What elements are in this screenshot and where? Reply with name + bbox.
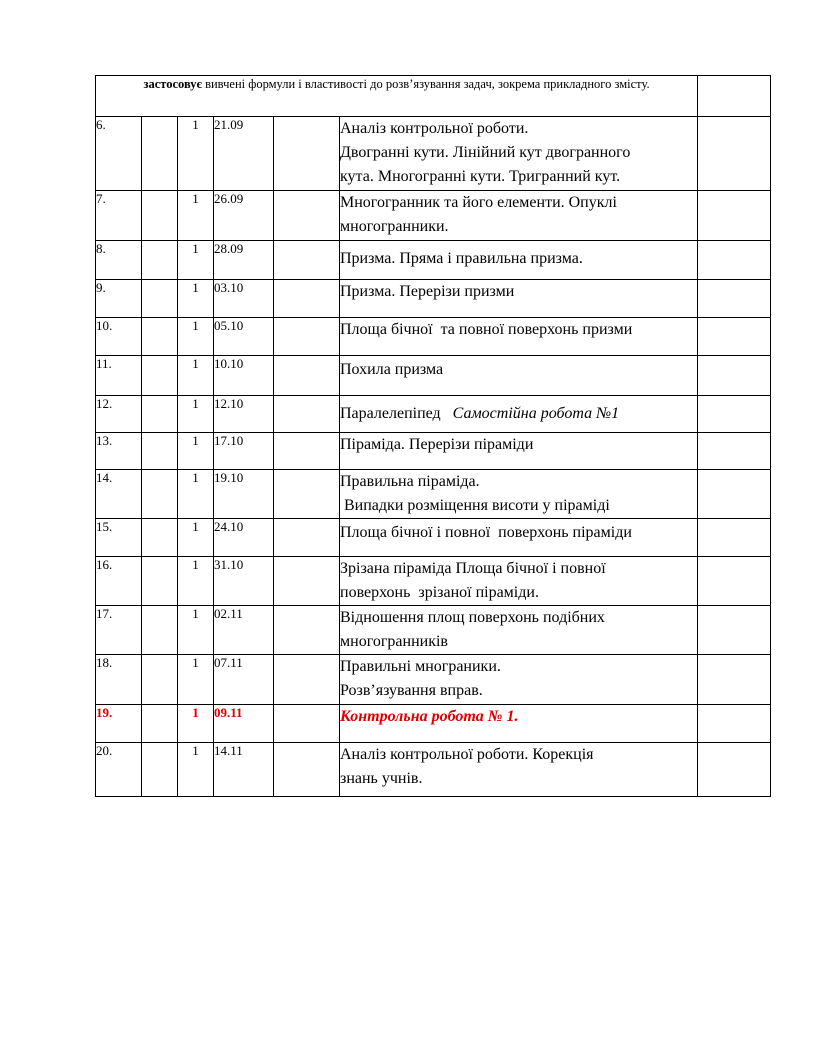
topic-line: Аналіз контрольної роботи. (340, 120, 529, 137)
lesson-date: 26.09 (214, 191, 274, 241)
lesson-number: 15. (96, 519, 142, 557)
empty-cell (274, 280, 340, 318)
lesson-hours: 1 (178, 117, 214, 191)
lesson-topic (340, 433, 698, 470)
lesson-date: 09.11 (214, 705, 274, 743)
lesson-topic (340, 396, 698, 433)
lesson-topic (340, 117, 698, 191)
lesson-number: 12. (96, 396, 142, 433)
lesson-hours: 1 (178, 705, 214, 743)
empty-cell (142, 318, 178, 356)
table-row (96, 705, 771, 743)
topic-line: кута. Многогранні кути. Тригранний кут. (340, 168, 621, 185)
topic-line: поверхонь зрізаної піраміди. (340, 584, 539, 601)
header-bold-word: застосовує (143, 77, 202, 91)
lesson-number: 14. (96, 470, 142, 519)
lesson-topic (340, 606, 698, 655)
table-row (96, 356, 771, 396)
table-row (96, 470, 771, 519)
empty-cell (142, 280, 178, 318)
lesson-hours: 1 (178, 557, 214, 606)
lesson-topic (340, 470, 698, 519)
table-row (96, 318, 771, 356)
lesson-topic (340, 519, 698, 557)
empty-cell (142, 606, 178, 655)
empty-cell (142, 396, 178, 433)
empty-cell (274, 396, 340, 433)
table-row (96, 191, 771, 241)
empty-cell (142, 241, 178, 280)
empty-cell (274, 117, 340, 191)
lesson-hours: 1 (178, 280, 214, 318)
lesson-number: 16. (96, 557, 142, 606)
empty-cell (142, 655, 178, 705)
topic-line: Відношення площ поверхонь подібних (340, 609, 605, 626)
table-row (96, 606, 771, 655)
lesson-date: 19.10 (214, 470, 274, 519)
lesson-date: 05.10 (214, 318, 274, 356)
lesson-date: 31.10 (214, 557, 274, 606)
lesson-date: 12.10 (214, 396, 274, 433)
lesson-hours: 1 (178, 396, 214, 433)
lesson-hours: 1 (178, 241, 214, 280)
lesson-hours: 1 (178, 743, 214, 797)
topic-line: Піраміда. Перерізи піраміди (340, 436, 534, 453)
empty-cell (698, 117, 771, 191)
topic-line: Паралелепіпед (340, 405, 441, 422)
empty-cell (698, 519, 771, 557)
empty-cell (698, 241, 771, 280)
empty-cell (142, 356, 178, 396)
lesson-number: 10. (96, 318, 142, 356)
lesson-number: 11. (96, 356, 142, 396)
topic-line: Контрольна робота № 1. (340, 708, 519, 725)
empty-cell (142, 470, 178, 519)
topic-line: многогранників (340, 633, 448, 650)
lesson-topic (340, 241, 698, 280)
lesson-hours: 1 (178, 655, 214, 705)
lesson-topic (340, 743, 698, 797)
lesson-topic (340, 191, 698, 241)
empty-cell (698, 356, 771, 396)
topic-line: Правильні многраники. (340, 658, 501, 675)
header-text (96, 76, 698, 117)
empty-cell (698, 191, 771, 241)
empty-cell (142, 433, 178, 470)
empty-cell (698, 280, 771, 318)
table-row (96, 433, 771, 470)
empty-cell (274, 655, 340, 705)
topic-line: Випадки розміщення висоти у піраміді (340, 497, 610, 514)
empty-cell (274, 743, 340, 797)
empty-cell (698, 705, 771, 743)
lesson-hours: 1 (178, 470, 214, 519)
empty-cell (274, 557, 340, 606)
topic-line: Площа бічної і повної поверхонь піраміди (340, 524, 632, 541)
lesson-number: 13. (96, 433, 142, 470)
table-row (96, 655, 771, 705)
empty-cell (274, 519, 340, 557)
lesson-number: 19. (96, 705, 142, 743)
lesson-topic (340, 655, 698, 705)
lesson-number: 18. (96, 655, 142, 705)
empty-cell (698, 655, 771, 705)
lesson-date: 28.09 (214, 241, 274, 280)
topic-line: Аналіз контрольної роботи. Корекція (340, 746, 594, 763)
topic-line: Правильна піраміда. (340, 473, 480, 490)
empty-cell (698, 470, 771, 519)
independent-work-note: Самостійна робота №1 (452, 405, 620, 422)
lesson-topic (340, 318, 698, 356)
empty-cell (274, 356, 340, 396)
table-row (96, 396, 771, 433)
lesson-hours: 1 (178, 191, 214, 241)
table-row (96, 519, 771, 557)
topic-line: Площа бічної та повної поверхонь призми (340, 321, 633, 338)
lesson-date: 10.10 (214, 356, 274, 396)
header-empty-cell (698, 76, 771, 117)
topic-line: Похила призма (340, 361, 444, 378)
topic-line: Зрізана піраміда Площа бічної і повної (340, 560, 606, 577)
topic-line: Призма. Перерізи призми (340, 283, 515, 300)
lesson-date: 17.10 (214, 433, 274, 470)
lesson-topic (340, 356, 698, 396)
empty-cell (274, 191, 340, 241)
lesson-date: 03.10 (214, 280, 274, 318)
empty-cell (142, 557, 178, 606)
empty-cell (698, 433, 771, 470)
empty-cell (274, 318, 340, 356)
lesson-number: 7. (96, 191, 142, 241)
topic-line: Двогранні кути. Лінійний кут двогранного (340, 144, 631, 161)
lesson-date: 02.11 (214, 606, 274, 655)
lesson-hours: 1 (178, 433, 214, 470)
lesson-date: 24.10 (214, 519, 274, 557)
empty-cell (698, 606, 771, 655)
lesson-topic (340, 705, 698, 743)
empty-cell (698, 318, 771, 356)
empty-cell (274, 705, 340, 743)
empty-cell (274, 433, 340, 470)
empty-cell (142, 705, 178, 743)
lesson-number: 6. (96, 117, 142, 191)
lesson-date: 07.11 (214, 655, 274, 705)
lesson-hours: 1 (178, 606, 214, 655)
topic-line: Многогранник та його елементи. Опуклі (340, 194, 617, 211)
empty-cell (274, 241, 340, 280)
table-row (96, 280, 771, 318)
topic-line: Призма. Пряма і правильна призма. (340, 250, 583, 267)
empty-cell (142, 191, 178, 241)
lesson-hours: 1 (178, 318, 214, 356)
lesson-date: 21.09 (214, 117, 274, 191)
header-rest: вивчені формули і властивості до розв’язування задач, зокрема прикладного змісту. (201, 77, 650, 91)
lesson-date: 14.11 (214, 743, 274, 797)
lesson-number: 17. (96, 606, 142, 655)
table-row (96, 743, 771, 797)
lesson-number: 9. (96, 280, 142, 318)
lesson-topic (340, 557, 698, 606)
lesson-plan-table (95, 75, 771, 797)
empty-cell (698, 396, 771, 433)
topic-line: многогранники. (340, 218, 449, 235)
empty-cell (274, 470, 340, 519)
empty-cell (698, 557, 771, 606)
empty-cell (698, 743, 771, 797)
lesson-number: 20. (96, 743, 142, 797)
table-row (96, 117, 771, 191)
header-row (96, 76, 771, 117)
lesson-number: 8. (96, 241, 142, 280)
empty-cell (142, 519, 178, 557)
table-row (96, 241, 771, 280)
table-row (96, 557, 771, 606)
lesson-hours: 1 (178, 519, 214, 557)
topic-line: знань учнів. (340, 770, 423, 787)
empty-cell (142, 743, 178, 797)
empty-cell (274, 606, 340, 655)
topic-line: Розв’язування вправ. (340, 682, 483, 699)
empty-cell (142, 117, 178, 191)
lesson-topic (340, 280, 698, 318)
lesson-hours: 1 (178, 356, 214, 396)
